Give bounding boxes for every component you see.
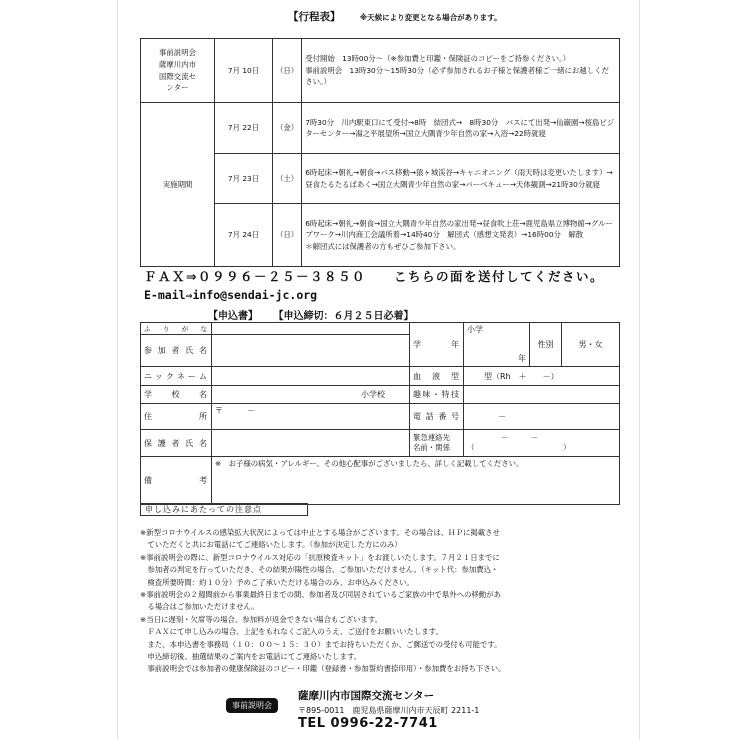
briefing-badge: 事前説明会 — [226, 698, 278, 713]
note-line: 検査所要時間：約１０分）予めご了承いただける場合のみ、お申込みください。 — [140, 577, 414, 587]
application-header — [208, 307, 425, 322]
day1-itinerary: 7時30分 川内駅東口にて受付→8時 結団式→ 8時30分 バスにて出発→仙巌園→桜島ビジターセンター→湯之平展望所→国立大隅青少年自然の家→入浴→22時就寝 — [302, 103, 620, 154]
remarks-note: ※ お子様の病気・アレルギー、その他心配事がございましたら、詳しく記載してください。 — [215, 459, 524, 468]
schedule-weather-note: ※天候により変更となる場合があります。 — [359, 13, 502, 22]
briefing-detail: 受付開始 13時00分～（※参加費と印鑑・保険証のコピーをご持参ください。） 事前説明会 13時30分～15時30分（必ず参加されるお子様と保護者様ご一緒にお越しください。） — [302, 39, 620, 103]
note-line: また、本申込書を事務局（１０：００～１５：３０）までお持ちいただくか、ご郵送での受付も可能です。 — [140, 639, 502, 649]
form-row-remarks — [141, 457, 620, 505]
day1-dow: （金） — [273, 103, 302, 154]
participant-name-field[interactable] — [212, 335, 410, 367]
nickname-label: ニックネーム — [141, 367, 212, 386]
footer-address: 〒895-0011 鹿児島県薩摩川内市天辰町 2211-1 — [298, 706, 480, 715]
note-line: 申込締切後、抽選結果のご案内をお電話にてご連絡いたします。 — [140, 652, 362, 662]
day3-itinerary: 6時起床→朝礼→朝食→国立大隅青少年自然の家出発→昼食吹上荘→鹿児島県立博物館→グループワーク→川内商工会議所着→14時40分 解団式（感想文発表）→16時00分 解散 ＊解団式には保護者の方もぜひご参加下さい。 — [302, 204, 620, 267]
footer-org-name: 薩摩川内市国際交流センター — [298, 690, 435, 702]
note-line: ＦＡＸにて申し込みの場合、上記をもれなくご記入のうえ、ご送付をお願いいたします。 — [140, 627, 443, 637]
school-label: 学校名 — [141, 386, 212, 404]
grade-unit: 年 — [518, 354, 526, 363]
schedule-table — [140, 38, 620, 267]
schedule-header — [288, 9, 502, 24]
application-form — [140, 322, 620, 505]
sex-label: 性別 — [530, 323, 562, 367]
note-line: 参加者の判定を行っていただき、その結果が陽性の場合、ご参加いただけません。（キット代：参加費込・ — [140, 565, 499, 575]
form-row-furigana — [141, 323, 620, 335]
sex-options[interactable]: 男・女 — [562, 323, 620, 367]
address-label: 住所 — [141, 404, 212, 430]
day3-dow: （日） — [273, 204, 302, 267]
address-field[interactable] — [212, 404, 410, 430]
period-label: 実施期間 — [141, 103, 215, 267]
grade-field[interactable] — [464, 323, 530, 367]
school-suffix: 小学校 — [361, 390, 385, 399]
application-deadline: 【申込締切：６月２５日必着】 — [273, 311, 414, 322]
guardian-label: 保護者氏名 — [141, 430, 212, 457]
note-line: ていただくと共にお電話にてご連絡いたします。（参加が決定した方にのみ） — [140, 540, 402, 550]
remarks-field[interactable] — [212, 457, 620, 505]
guardian-field[interactable] — [212, 430, 410, 457]
emergency-contact-label: 緊急連絡先 名前・関係 — [410, 430, 464, 457]
briefing-date: 7月 10日 — [215, 39, 273, 103]
note-line: 事前説明会では参加者の健康保険証のコピー・印鑑（登録書・参加誓約書捺印用）・参加費をお持ち下さい。 — [140, 664, 506, 674]
notice-title: 申し込みにあたっての注意点 — [140, 503, 308, 516]
participant-name-label: 参加者氏名 — [141, 335, 212, 367]
form-row-nickname — [141, 367, 620, 386]
furigana-label: ふ り が な — [141, 323, 212, 335]
hobby-field[interactable] — [464, 386, 620, 404]
day3-note: ＊解団式には保護者の方もぜひご参加下さい。 — [305, 241, 461, 251]
furigana-field[interactable] — [212, 323, 410, 335]
note-line: る場合はご参加いただけません。 — [140, 602, 259, 612]
note-line: ※事前説明会の際に、新型コロナウイルス対応の「抗原検査キット」をお渡しいたします。７月２１日までに — [140, 552, 500, 562]
footer-tel: TEL 0996-22-7741 — [298, 716, 438, 731]
day1-date: 7月 22日 — [215, 103, 273, 154]
postal-code: 〒 － — [215, 406, 255, 415]
day3-date: 7月 24日 — [215, 204, 273, 267]
remarks-label: 備考 — [141, 457, 212, 505]
note-line: ※当日に遅刻・欠席等の場合、参加料が返金できない場合もございます。 — [140, 614, 383, 624]
note-line: ※事前説明会の２週間前から事業最終日までの間、参加者及び同居されているご家族の中で県外への移動があ — [140, 590, 501, 600]
emergency-relation: （ ） — [467, 443, 571, 452]
schedule-row-briefing — [141, 39, 620, 103]
phone-dash: － — [498, 412, 506, 421]
phone-label: 電話番号 — [410, 404, 464, 430]
schedule-title: 【行程表】 — [288, 11, 341, 23]
emergency-phone: － － — [501, 432, 538, 442]
application-title: 【申込書】 — [208, 311, 258, 322]
day2-dow: （土） — [273, 154, 302, 204]
grade-label: 学 年 — [410, 323, 464, 367]
emergency-contact-field[interactable] — [464, 430, 620, 457]
form-row-school — [141, 386, 620, 404]
grade-school: 小学 — [467, 325, 483, 334]
day2-date: 7月 23日 — [215, 154, 273, 204]
blood-type-label: 血液型 — [410, 367, 464, 386]
notes-list — [140, 527, 620, 676]
form-row-guardian — [141, 430, 620, 457]
schedule-row-day1 — [141, 103, 620, 154]
form-row-address — [141, 404, 620, 430]
phone-field[interactable] — [464, 404, 620, 430]
note-line: ※新型コロナウイルスの感染拡大状況によっては中止とする場合がございます。その場合は、ＨＰに掲載させ — [140, 528, 500, 537]
blood-type-field[interactable]: 型（Rh ＋ －） — [464, 367, 620, 386]
briefing-dow: （日） — [273, 39, 302, 103]
day2-itinerary: 6時起床→朝礼→朝食→バス移動→猿ヶ城渓谷→キャニオニング（雨天時は変更いたします）→昼食たるたるぱあく→国立大隅青少年自然の家→バーベキュー→天体観測→21時30分就寝 — [302, 154, 620, 204]
school-field[interactable] — [212, 386, 410, 404]
document-page — [117, 0, 640, 740]
email-line: E-mail⇒info@sendai-jc.org — [144, 288, 318, 302]
briefing-venue: 事前説明会 薩摩川内市 国際交流セ ンター — [141, 39, 215, 103]
nickname-field[interactable] — [212, 367, 410, 386]
fax-line: ＦＡＸ⇒０９９６－２５－３８５０ こちらの面を送付してください。 — [144, 269, 604, 284]
hobby-label: 趣味・特技 — [410, 386, 464, 404]
